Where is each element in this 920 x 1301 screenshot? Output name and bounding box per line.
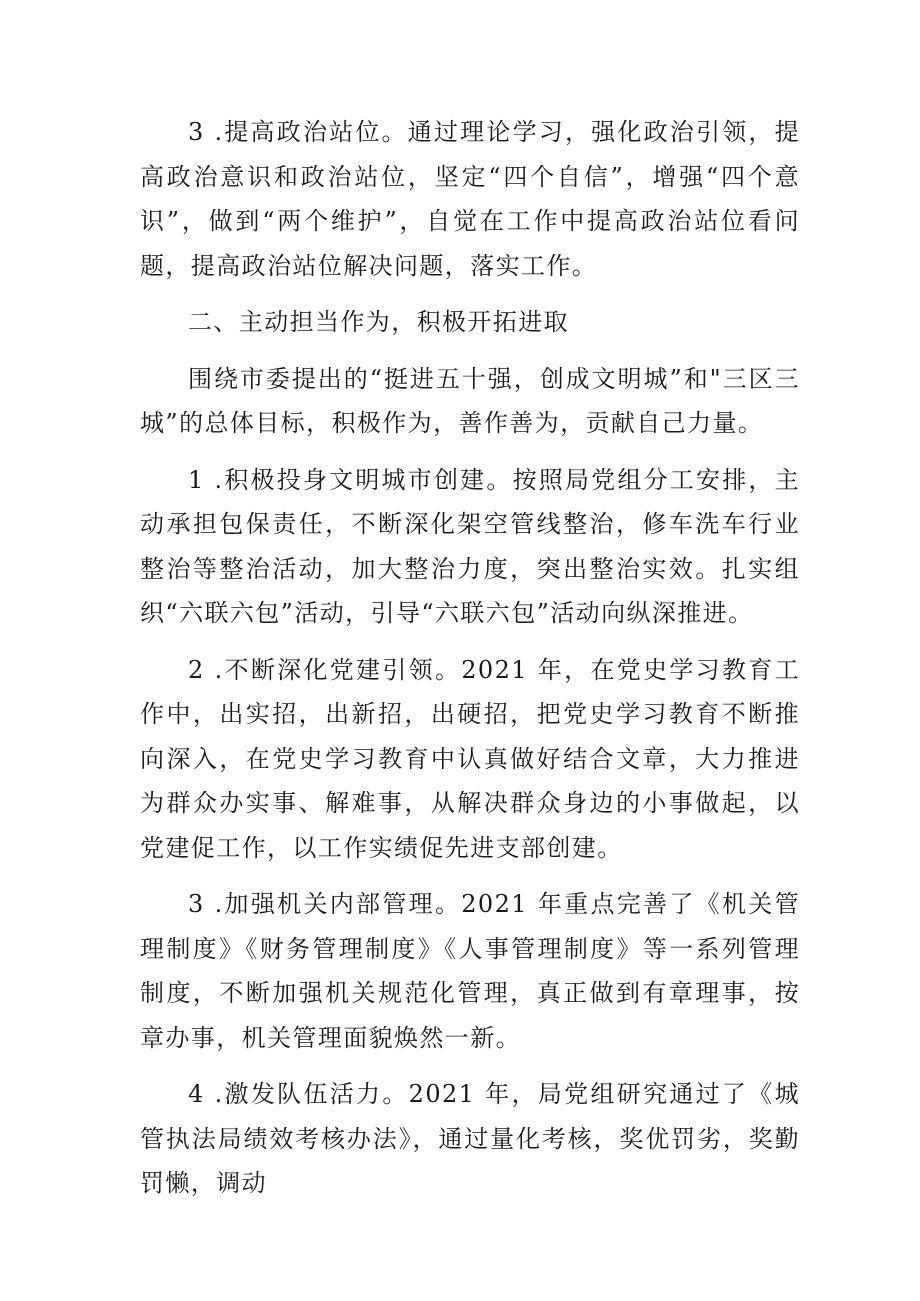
paragraph-party-building: 2 .不断深化党建引领。2021 年，在党史学习教育工作中，出实招，出新招，出硬招，把党史学习教育不断推向深入，在党史学习教育中认真做好结合文章，大力推进为群众办实事、解难事，从解决群众身边的小事做起，以党建促工作，以工作实绩促先进支部创建。 [140,655,800,862]
document-page [140,110,800,1206]
paragraph-internal-management: 3 .加强机关内部管理。2021 年重点完善了《机关管理制度》《财务管理制度》《人事管理制度》等一系列管理制度，不断加强机关规范化管理，真正做到有章理事，按章办事，机关管理面貌焕然一新。 [140,890,800,1052]
paragraph-political-stance: 3 .提高政治站位。通过理论学习，强化政治引领，提高政治意识和政治站位，坚定“四个自信”，增强“四个意识”，做到“两个维护”，自觉在工作中提高政治站位看问题，提高政治站位解决问题，落实工作。 [140,118,800,280]
paragraph-overall-goal: 围绕市委提出的“挺进五十强，创成文明城”和"三区三城”的总体目标，积极作为，善作善为，贡献自己力量。 [140,364,800,437]
paragraph-civilized-city: 1 .积极投身文明城市创建。按照局党组分工安排，主动承担包保责任，不断深化架空管线整治，修车洗车行业整治等整治活动，加大整治力度，突出整治实效。扎实组织“六联六包”活动，引导“六联六包”活动向纵深推进。 [140,465,800,627]
section-heading-two: 二、主动担当作为，积极开拓进取 [188,308,569,336]
paragraph-team-vitality: 4 .激发队伍活力。2021 年，局党组研究通过了《城管执法局绩效考核办法》，通过量化考核，奖优罚劣，奖勤罚懒，调动 [140,1080,800,1197]
